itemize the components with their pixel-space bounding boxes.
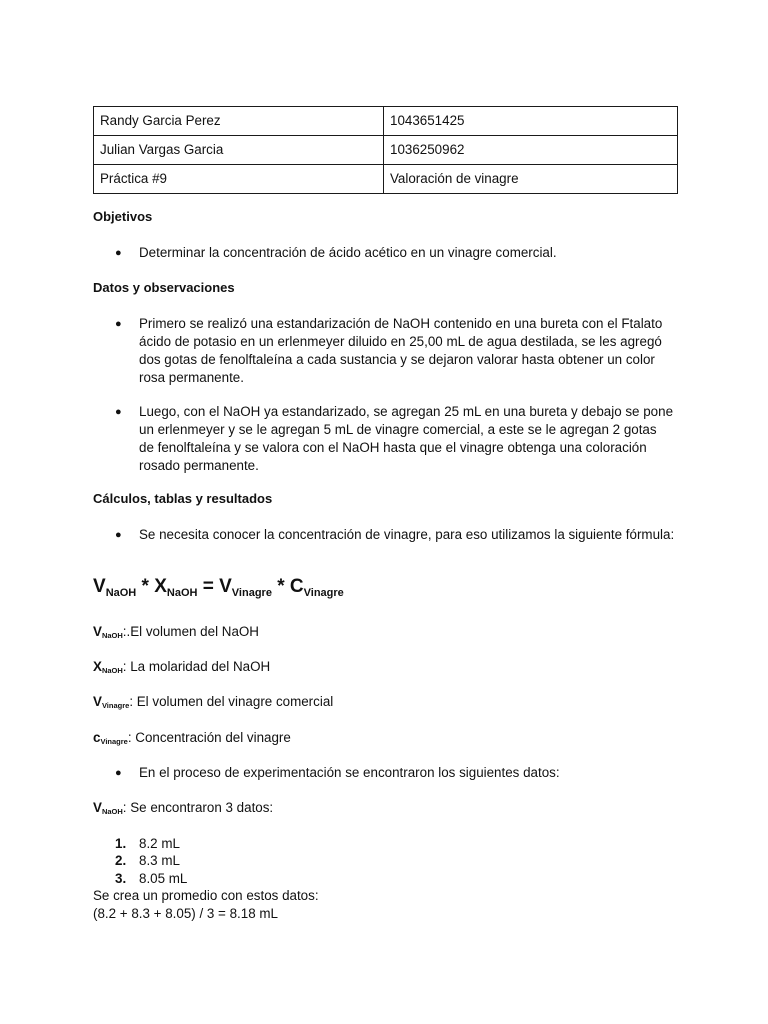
var-letter: V [93,694,102,709]
formula-sub-naoh-2: NaOH [166,587,198,599]
bullet-icon: ● [115,406,122,418]
calculos-heading: Cálculos, tablas y resultados [93,491,273,506]
definition-text: : El volumen del vinagre comercial [129,694,334,709]
var-subscript: NaOH [101,631,123,640]
table-row [94,165,678,194]
average-text: Se crea un promedio con estos datos: [93,888,319,903]
value-1: 8.2 mL [139,836,180,851]
formula-v1: V [93,576,106,597]
var-letter: V [93,624,102,639]
formula-x: X [154,576,167,597]
table-row [94,107,678,136]
objetivo-text: Determinar la concentración de ácido acético en un vinagre comercial. [139,245,557,260]
calculos-intro: Se necesita conocer la concentración de vinagre, para eso utilizamos la siguiente fórmula: [139,527,675,542]
formula-v2: V [219,576,232,597]
definition-text: : Concentración del vinagre [127,730,291,745]
student-name-1: Randy Garcia Perez [94,107,384,136]
observacion-text-1: Primero se realizó una estandarización de NaOH contenido en una bureta con el Ftalato ácido de potasio en un erlenmeyer diluido en 25,00 mL de agua destilada, se les agregó dos gotas de fenolftaleína a cada sustancia y se dejaron valorar hasta obtener un color rosa permanente. [139,316,663,385]
experiment-text: En el proceso de experimentación se encontraron los siguientes datos: [139,765,560,780]
definition-vvinagre [93,693,333,715]
formula-sub-naoh-1: NaOH [105,587,137,599]
table-row [94,136,678,165]
definition-xnaoh [93,658,270,680]
formula [93,578,344,602]
formula-times-1: * [136,576,155,597]
var-subscript: NaOH [101,666,123,675]
vnaoh-data-text: : Se encontraron 3 datos: [122,800,274,815]
bullet-icon: ● [115,247,122,259]
bullet-icon: ● [115,318,122,330]
practice-number: Práctica #9 [94,165,384,194]
definition-vnaoh [93,623,259,645]
bullet-icon: ● [115,767,122,779]
var-letter: V [93,800,102,815]
formula-c: C [289,576,304,597]
formula-times-2: * [271,576,290,597]
formula-sub-vinagre-1: Vinagre [231,587,272,599]
var-letter: c [93,730,101,745]
value-3: 8.05 mL [139,871,188,886]
value-2: 8.3 mL [139,853,180,868]
formula-sub-vinagre-2: Vinagre [303,587,344,599]
list-number: 1. [115,836,127,851]
var-subscript: Vinagre [100,737,128,746]
formula-equals: = [197,576,220,597]
definition-cvinagre [93,729,291,751]
observacion-text-2: Luego, con el NaOH ya estandarizado, se agregan 25 mL en una bureta y debajo se pone un erlenmeyer y se le agregan 5 mL de vinagre comercial, a este se le agregan 2 gotas de fenolftaleína y se valora con el NaOH hasta que el vinagre obtenga una coloración rosado permanente. [139,404,674,473]
var-letter: X [93,659,102,674]
average-calc: (8.2 + 8.3 + 8.05) / 3 = 8.18 mL [93,906,278,921]
var-subscript: Vinagre [101,701,130,710]
student-id-2: 1036250962 [384,136,678,165]
datos-heading: Datos y observaciones [93,280,235,295]
list-number: 2. [115,853,127,868]
student-name-2: Julian Vargas Garcia [94,136,384,165]
student-id-1: 1043651425 [384,107,678,136]
objetivos-heading: Objetivos [93,209,153,224]
practice-title: Valoración de vinagre [384,165,678,194]
vnaoh-data-line [93,799,273,821]
var-subscript: NaOH [101,807,123,816]
list-number: 3. [115,871,127,886]
info-table [93,106,678,194]
bullet-icon: ● [115,529,122,541]
definition-text: :.El volumen del NaOH [122,624,259,639]
definition-text: : La molaridad del NaOH [122,659,271,674]
